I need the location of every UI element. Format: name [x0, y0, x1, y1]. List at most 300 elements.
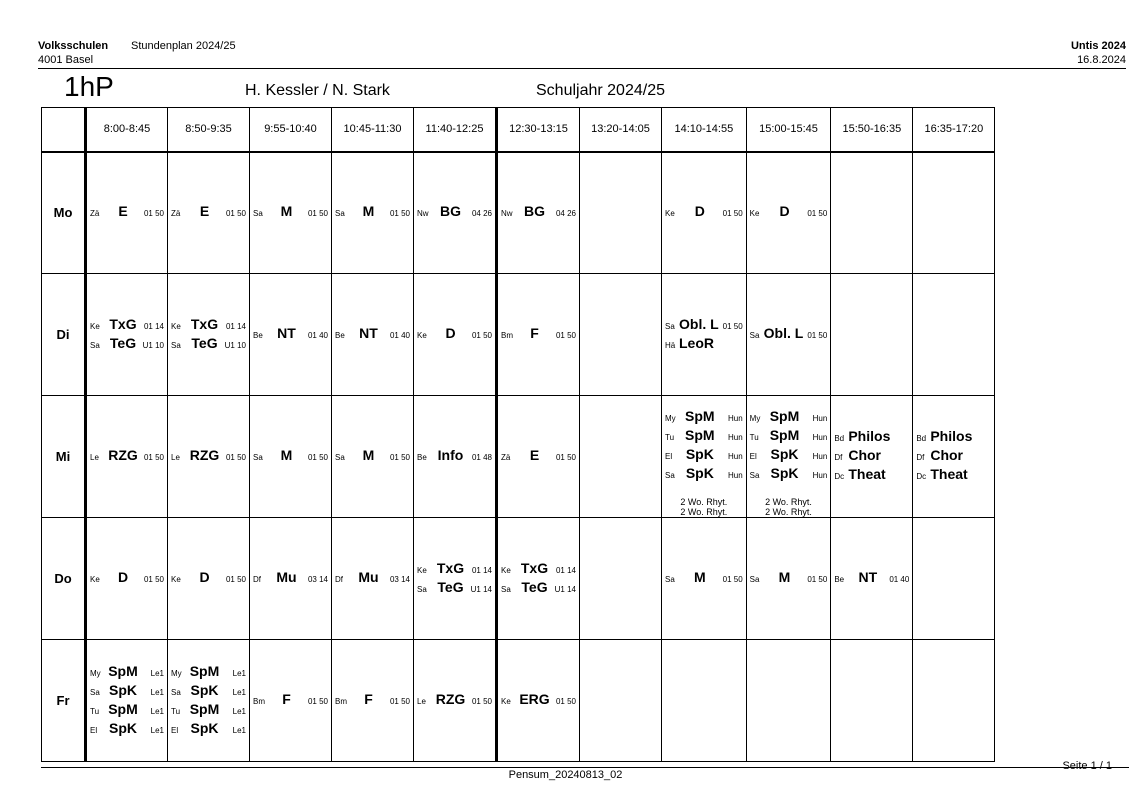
lesson-line: [916, 466, 991, 485]
room-code: U1 10: [142, 340, 164, 350]
lesson-slot[interactable]: [497, 396, 580, 518]
room-code: 03 14: [389, 575, 410, 584]
lesson-block: [913, 428, 994, 485]
teacher-code: Sa: [171, 687, 181, 697]
teacher-code: Sa: [749, 331, 760, 340]
subject-code: NT: [858, 569, 878, 585]
subject-code: Obl. L: [763, 325, 804, 341]
teacher-code: Nw: [417, 209, 429, 219]
lesson-slot[interactable]: [831, 640, 913, 762]
lesson-block: [747, 408, 831, 506]
rhythm-note-line: 2 Wo. Rhyt.: [765, 507, 812, 517]
teacher-code: Hä: [665, 340, 676, 350]
period-header-row: [42, 108, 995, 152]
period-header: 14:10-14:55: [662, 108, 747, 152]
lesson-block: [831, 428, 912, 485]
subject-code: SpK: [770, 445, 799, 462]
day-label: Fr: [42, 640, 86, 762]
lesson-line: [90, 569, 164, 588]
teacher-code: El: [665, 451, 673, 461]
lesson-block: [87, 569, 167, 588]
lesson-line: [171, 203, 246, 222]
subject-code: TeG: [521, 578, 548, 595]
lesson-line: [171, 720, 246, 739]
period-header: 9:55-10:40: [250, 108, 332, 152]
teacher-code: Sa: [90, 340, 100, 350]
subject-code: RZG: [189, 447, 220, 463]
day-row: [42, 152, 995, 274]
teacher-code: Sa: [749, 575, 760, 584]
room-code: 01 50: [225, 209, 246, 219]
day-row: [42, 640, 995, 762]
lesson-slot[interactable]: [913, 274, 995, 396]
lesson-block: [87, 316, 167, 354]
lesson-slot[interactable]: [168, 152, 250, 274]
lesson-slot[interactable]: [746, 640, 831, 762]
lesson-line: [90, 316, 164, 335]
day-label: Mo: [42, 152, 86, 274]
lesson-slot[interactable]: [580, 640, 662, 762]
lesson-slot[interactable]: [580, 396, 662, 518]
lesson-slot[interactable]: [831, 396, 913, 518]
room-code: 01 50: [555, 453, 576, 462]
room-code: 01 40: [889, 575, 910, 584]
lesson-line: [750, 569, 828, 588]
teacher-code: Bd: [834, 434, 845, 443]
teacher-code: Ke: [90, 321, 100, 331]
teacher-code: Sa: [501, 584, 511, 594]
subject-code: F: [530, 325, 539, 341]
lesson-slot[interactable]: [168, 518, 250, 640]
rhythm-note: [662, 497, 746, 517]
day-row: [42, 396, 995, 518]
lesson-block: [498, 691, 579, 710]
room-code: 01 50: [807, 209, 828, 219]
lesson-block: [831, 569, 912, 588]
lesson-line: [501, 325, 576, 344]
lesson-slot[interactable]: [497, 152, 580, 274]
day-label: Mi: [42, 396, 86, 518]
rhythm-note-line: 2 Wo. Rhyt.: [765, 497, 812, 507]
room-code: Hun: [727, 432, 743, 442]
teacher-code: Ke: [90, 575, 100, 584]
lesson-slot[interactable]: [913, 640, 995, 762]
room-code: 01 40: [389, 331, 410, 340]
lesson-slot[interactable]: [168, 396, 250, 518]
lesson-slot[interactable]: [831, 152, 913, 274]
room-code: 01 50: [389, 453, 410, 462]
subject-code: D: [779, 203, 790, 220]
subject-code: TxG: [520, 559, 549, 576]
subject-code: SpK: [685, 464, 714, 481]
lesson-line: [750, 465, 828, 484]
corner-cell: [42, 108, 86, 152]
lesson-block: [332, 447, 413, 466]
teacher-code: Ke: [665, 209, 675, 219]
teacher-code: Sa: [417, 584, 427, 594]
lesson-slot[interactable]: [662, 640, 747, 762]
room-code: Le1: [232, 706, 246, 716]
lesson-line: [417, 691, 492, 710]
room-code: Hun: [812, 432, 828, 442]
lesson-slot[interactable]: [414, 640, 497, 762]
lesson-block: [747, 569, 831, 588]
room-code: 01 50: [225, 575, 246, 584]
lesson-line: [665, 316, 743, 335]
subject-code: D: [445, 325, 456, 341]
room-code: 01 40: [307, 331, 328, 340]
subject-code: BG: [440, 203, 461, 220]
day-label: Do: [42, 518, 86, 640]
lesson-slot[interactable]: [414, 152, 497, 274]
teacher-code: Bm: [335, 697, 347, 706]
subject-code: E: [199, 203, 210, 220]
room-code: 01 14: [143, 321, 164, 331]
room-code: Le1: [150, 668, 164, 678]
lesson-line: [90, 203, 164, 222]
lesson-slot[interactable]: [913, 152, 995, 274]
subject-code: Chor: [848, 447, 882, 463]
lesson-slot[interactable]: [250, 152, 332, 274]
teacher-code: Zä: [90, 209, 100, 219]
lesson-slot[interactable]: [250, 396, 332, 518]
lesson-slot[interactable]: [332, 274, 414, 396]
subject-code: SpM: [189, 700, 220, 717]
room-code: Hun: [812, 451, 828, 461]
teacher-code: Be: [417, 453, 427, 462]
lesson-block: [414, 325, 495, 344]
lesson-slot[interactable]: [831, 274, 913, 396]
period-header: 15:50-16:35: [831, 108, 913, 152]
subject-code: SpK: [685, 445, 714, 462]
teacher-code: Nw: [501, 209, 513, 219]
lesson-line: [171, 682, 246, 701]
lesson-slot[interactable]: [332, 640, 414, 762]
subject-code: SpK: [190, 681, 219, 698]
room-code: 01 50: [722, 575, 743, 584]
subject-code: TeG: [437, 578, 464, 595]
teacher-code: Df: [335, 575, 343, 584]
lesson-line: [665, 569, 743, 588]
room-code: 01 50: [722, 209, 743, 219]
software-name: Untis 2024: [1070, 40, 1126, 52]
room-code: 01 14: [471, 565, 492, 575]
period-header: 12:30-13:15: [497, 108, 580, 152]
room-code: U1 14: [554, 584, 576, 594]
subject-code: SpK: [770, 464, 799, 481]
subject-code: M: [362, 447, 375, 463]
lesson-block: [414, 560, 495, 598]
teacher-code: Sa: [253, 453, 263, 462]
lesson-line: [750, 325, 828, 344]
lesson-block: [168, 316, 249, 354]
room-code: Le1: [150, 725, 164, 735]
lesson-slot[interactable]: [746, 396, 831, 518]
room-code: 01 50: [807, 331, 828, 340]
lesson-line: [501, 691, 576, 710]
teacher-code: Be: [335, 331, 345, 340]
lesson-line: [171, 663, 246, 682]
lesson-block: [498, 560, 579, 598]
room-code: 01 14: [555, 565, 576, 575]
room-code: 01 50: [307, 697, 328, 706]
period-header: 8:50-9:35: [168, 108, 250, 152]
lesson-slot[interactable]: [746, 152, 831, 274]
subject-code: TxG: [109, 315, 137, 332]
lesson-slot[interactable]: [250, 640, 332, 762]
period-header: 11:40-12:25: [414, 108, 497, 152]
lesson-slot[interactable]: [86, 640, 168, 762]
lesson-slot[interactable]: [414, 274, 497, 396]
room-code: 01 50: [555, 697, 576, 706]
lesson-line: [335, 691, 410, 710]
room-code: U1 14: [470, 584, 492, 594]
subject-code: NT: [359, 325, 378, 341]
period-header: 10:45-11:30: [332, 108, 414, 152]
lesson-slot[interactable]: [86, 274, 168, 396]
rhythm-note-line: 2 Wo. Rhyt.: [680, 507, 728, 517]
teacher-code: My: [171, 668, 182, 678]
subject-code: E: [529, 447, 540, 463]
subject-code: Info: [437, 447, 464, 463]
subject-code: M: [362, 203, 375, 220]
lesson-slot[interactable]: [580, 152, 662, 274]
lesson-line: [501, 579, 576, 598]
subject-code: M: [280, 203, 293, 220]
lesson-line: [335, 203, 410, 222]
school-city: 4001 Basel: [38, 54, 94, 66]
lesson-line: [665, 465, 743, 484]
room-code: 01 50: [555, 331, 576, 340]
lesson-block: [332, 203, 413, 222]
teacher-code: El: [749, 451, 757, 461]
subject-code: SpM: [769, 426, 800, 443]
lesson-slot[interactable]: [168, 640, 250, 762]
teacher-code: Zä: [501, 453, 511, 462]
lesson-slot[interactable]: [332, 518, 414, 640]
subject-code: Mu: [358, 569, 379, 585]
lesson-block: [332, 325, 413, 344]
lesson-slot[interactable]: [746, 274, 831, 396]
subject-code: M: [778, 569, 791, 585]
room-code: 01 14: [225, 321, 246, 331]
room-code: 01 50: [143, 209, 164, 219]
subject-code: SpM: [189, 662, 220, 679]
subject-code: ERG: [519, 691, 550, 707]
lesson-slot[interactable]: [332, 152, 414, 274]
room-code: 01 50: [307, 209, 328, 219]
subject-code: SpM: [769, 407, 800, 424]
room-code: Hun: [727, 451, 743, 461]
lesson-line: [750, 446, 828, 465]
lesson-slot[interactable]: [662, 274, 747, 396]
lesson-slot[interactable]: [332, 396, 414, 518]
lesson-block: [747, 203, 831, 222]
teacher-code: Bd: [916, 434, 927, 443]
lesson-slot[interactable]: [831, 518, 913, 640]
subject-code: TeG: [109, 334, 137, 351]
lesson-line: [90, 447, 164, 466]
lesson-slot[interactable]: [662, 152, 747, 274]
subject-code: LeoR: [679, 334, 714, 351]
teacher-code: El: [90, 725, 98, 735]
lesson-line: [750, 427, 828, 446]
teacher-code: Bm: [253, 697, 265, 706]
teacher-code: Bm: [501, 331, 513, 340]
room-code: Le1: [150, 706, 164, 716]
lesson-block: [332, 691, 413, 710]
teacher-code: Sa: [749, 470, 760, 480]
teacher-code: Le: [90, 453, 99, 462]
room-code: Hun: [727, 470, 743, 480]
subject-code: SpM: [685, 426, 715, 443]
lesson-slot[interactable]: [580, 518, 662, 640]
teacher-code: El: [171, 725, 179, 735]
lesson-block: [87, 663, 167, 739]
lesson-block: [250, 447, 331, 466]
lesson-slot[interactable]: [913, 396, 995, 518]
teacher-code: Dc: [916, 472, 927, 481]
lesson-line: [665, 446, 743, 465]
teacher-code: My: [749, 413, 761, 423]
lesson-line: [916, 447, 991, 466]
teacher-code: Sa: [665, 470, 675, 480]
school-name: Volksschulen: [38, 40, 109, 52]
room-code: 01 50: [389, 697, 410, 706]
period-header: 15:00-15:45: [746, 108, 831, 152]
plan-title: Stundenplan 2024/25: [131, 40, 236, 52]
teacher-code: Ke: [749, 209, 760, 219]
teacher-code: Ke: [171, 575, 181, 584]
lesson-line: [665, 335, 743, 354]
subject-code: TxG: [436, 559, 465, 576]
lesson-line: [253, 203, 328, 222]
subject-code: SpK: [109, 719, 137, 736]
room-code: Le1: [150, 687, 164, 697]
lesson-line: [916, 428, 991, 447]
lesson-line: [90, 663, 164, 682]
subject-code: E: [118, 203, 128, 220]
lesson-block: [250, 325, 331, 344]
lesson-line: [253, 447, 328, 466]
room-code: Le1: [232, 668, 246, 678]
subject-code: Mu: [276, 569, 297, 585]
class-teachers: H. Kessler / N. Stark: [245, 82, 390, 99]
lesson-slot[interactable]: [414, 396, 497, 518]
lesson-block: [250, 569, 331, 588]
lesson-slot[interactable]: [497, 640, 580, 762]
subject-code: M: [694, 569, 706, 585]
room-code: 01 50: [471, 331, 492, 340]
teacher-code: Df: [253, 575, 261, 584]
room-code: 01 50: [471, 697, 492, 706]
lesson-slot[interactable]: [580, 274, 662, 396]
teacher-code: Ke: [501, 565, 511, 575]
lesson-slot[interactable]: [662, 518, 747, 640]
lesson-block: [498, 325, 579, 344]
lesson-slot[interactable]: [414, 518, 497, 640]
lesson-line: [90, 682, 164, 701]
lesson-line: [417, 203, 492, 222]
lesson-slot[interactable]: [168, 274, 250, 396]
lesson-slot[interactable]: [662, 396, 747, 518]
period-header: 13:20-14:05: [580, 108, 662, 152]
room-code: Hun: [727, 413, 743, 423]
lesson-block: [250, 691, 331, 710]
room-code: 01 50: [807, 575, 828, 584]
lesson-slot[interactable]: [250, 518, 332, 640]
lesson-line: [253, 325, 328, 344]
room-code: 01 50: [722, 321, 743, 331]
lesson-slot[interactable]: [497, 518, 580, 640]
teacher-code: Sa: [253, 209, 263, 219]
teacher-code: Df: [834, 453, 843, 462]
subject-code: F: [364, 691, 373, 707]
lesson-line: [750, 408, 828, 427]
lesson-line: [171, 316, 246, 335]
subject-code: SpK: [109, 681, 137, 698]
lesson-slot[interactable]: [497, 274, 580, 396]
teacher-code: Sa: [335, 453, 345, 462]
lesson-line: [501, 447, 576, 466]
room-code: 01 50: [143, 453, 164, 462]
subject-code: SpM: [108, 662, 138, 679]
rhythm-note-line: 2 Wo. Rhyt.: [680, 497, 728, 507]
lesson-line: [665, 427, 743, 446]
lesson-line: [253, 691, 328, 710]
subject-code: Theat: [848, 466, 886, 482]
room-code: Le1: [232, 725, 246, 735]
subject-code: Theat: [930, 466, 968, 482]
teacher-code: Sa: [171, 340, 181, 350]
lesson-line: [171, 447, 246, 466]
lesson-slot[interactable]: [86, 518, 168, 640]
lesson-block: [332, 569, 413, 588]
lesson-slot[interactable]: [250, 274, 332, 396]
lesson-line: [171, 569, 246, 588]
print-date: 16.8.2024: [1077, 54, 1126, 66]
lesson-slot[interactable]: [746, 518, 831, 640]
lesson-block: [662, 569, 746, 588]
subject-code: SpM: [108, 700, 138, 717]
lesson-block: [168, 663, 249, 739]
teacher-code: Tu: [171, 706, 181, 716]
lesson-line: [335, 447, 410, 466]
lesson-slot[interactable]: [913, 518, 995, 640]
lesson-block: [662, 203, 746, 222]
rhythm-note: [747, 497, 831, 517]
teacher-code: Df: [916, 453, 925, 462]
timetable-grid: [41, 107, 995, 762]
lesson-line: [834, 569, 909, 588]
period-header: 8:00-8:45: [86, 108, 168, 152]
subject-code: Philos: [930, 428, 973, 444]
day-row: [42, 518, 995, 640]
lesson-line: [665, 203, 743, 222]
teacher-code: Ke: [417, 331, 427, 340]
room-code: 04 26: [555, 209, 576, 219]
room-code: U1 10: [224, 340, 246, 350]
lesson-line: [335, 569, 410, 588]
subject-code: RZG: [108, 447, 138, 463]
room-code: 01 50: [307, 453, 328, 462]
lesson-slot[interactable]: [86, 152, 168, 274]
lesson-slot[interactable]: [86, 396, 168, 518]
lesson-block: [662, 408, 746, 506]
lesson-block: [168, 447, 249, 466]
teacher-code: My: [665, 413, 676, 423]
lesson-line: [90, 720, 164, 739]
